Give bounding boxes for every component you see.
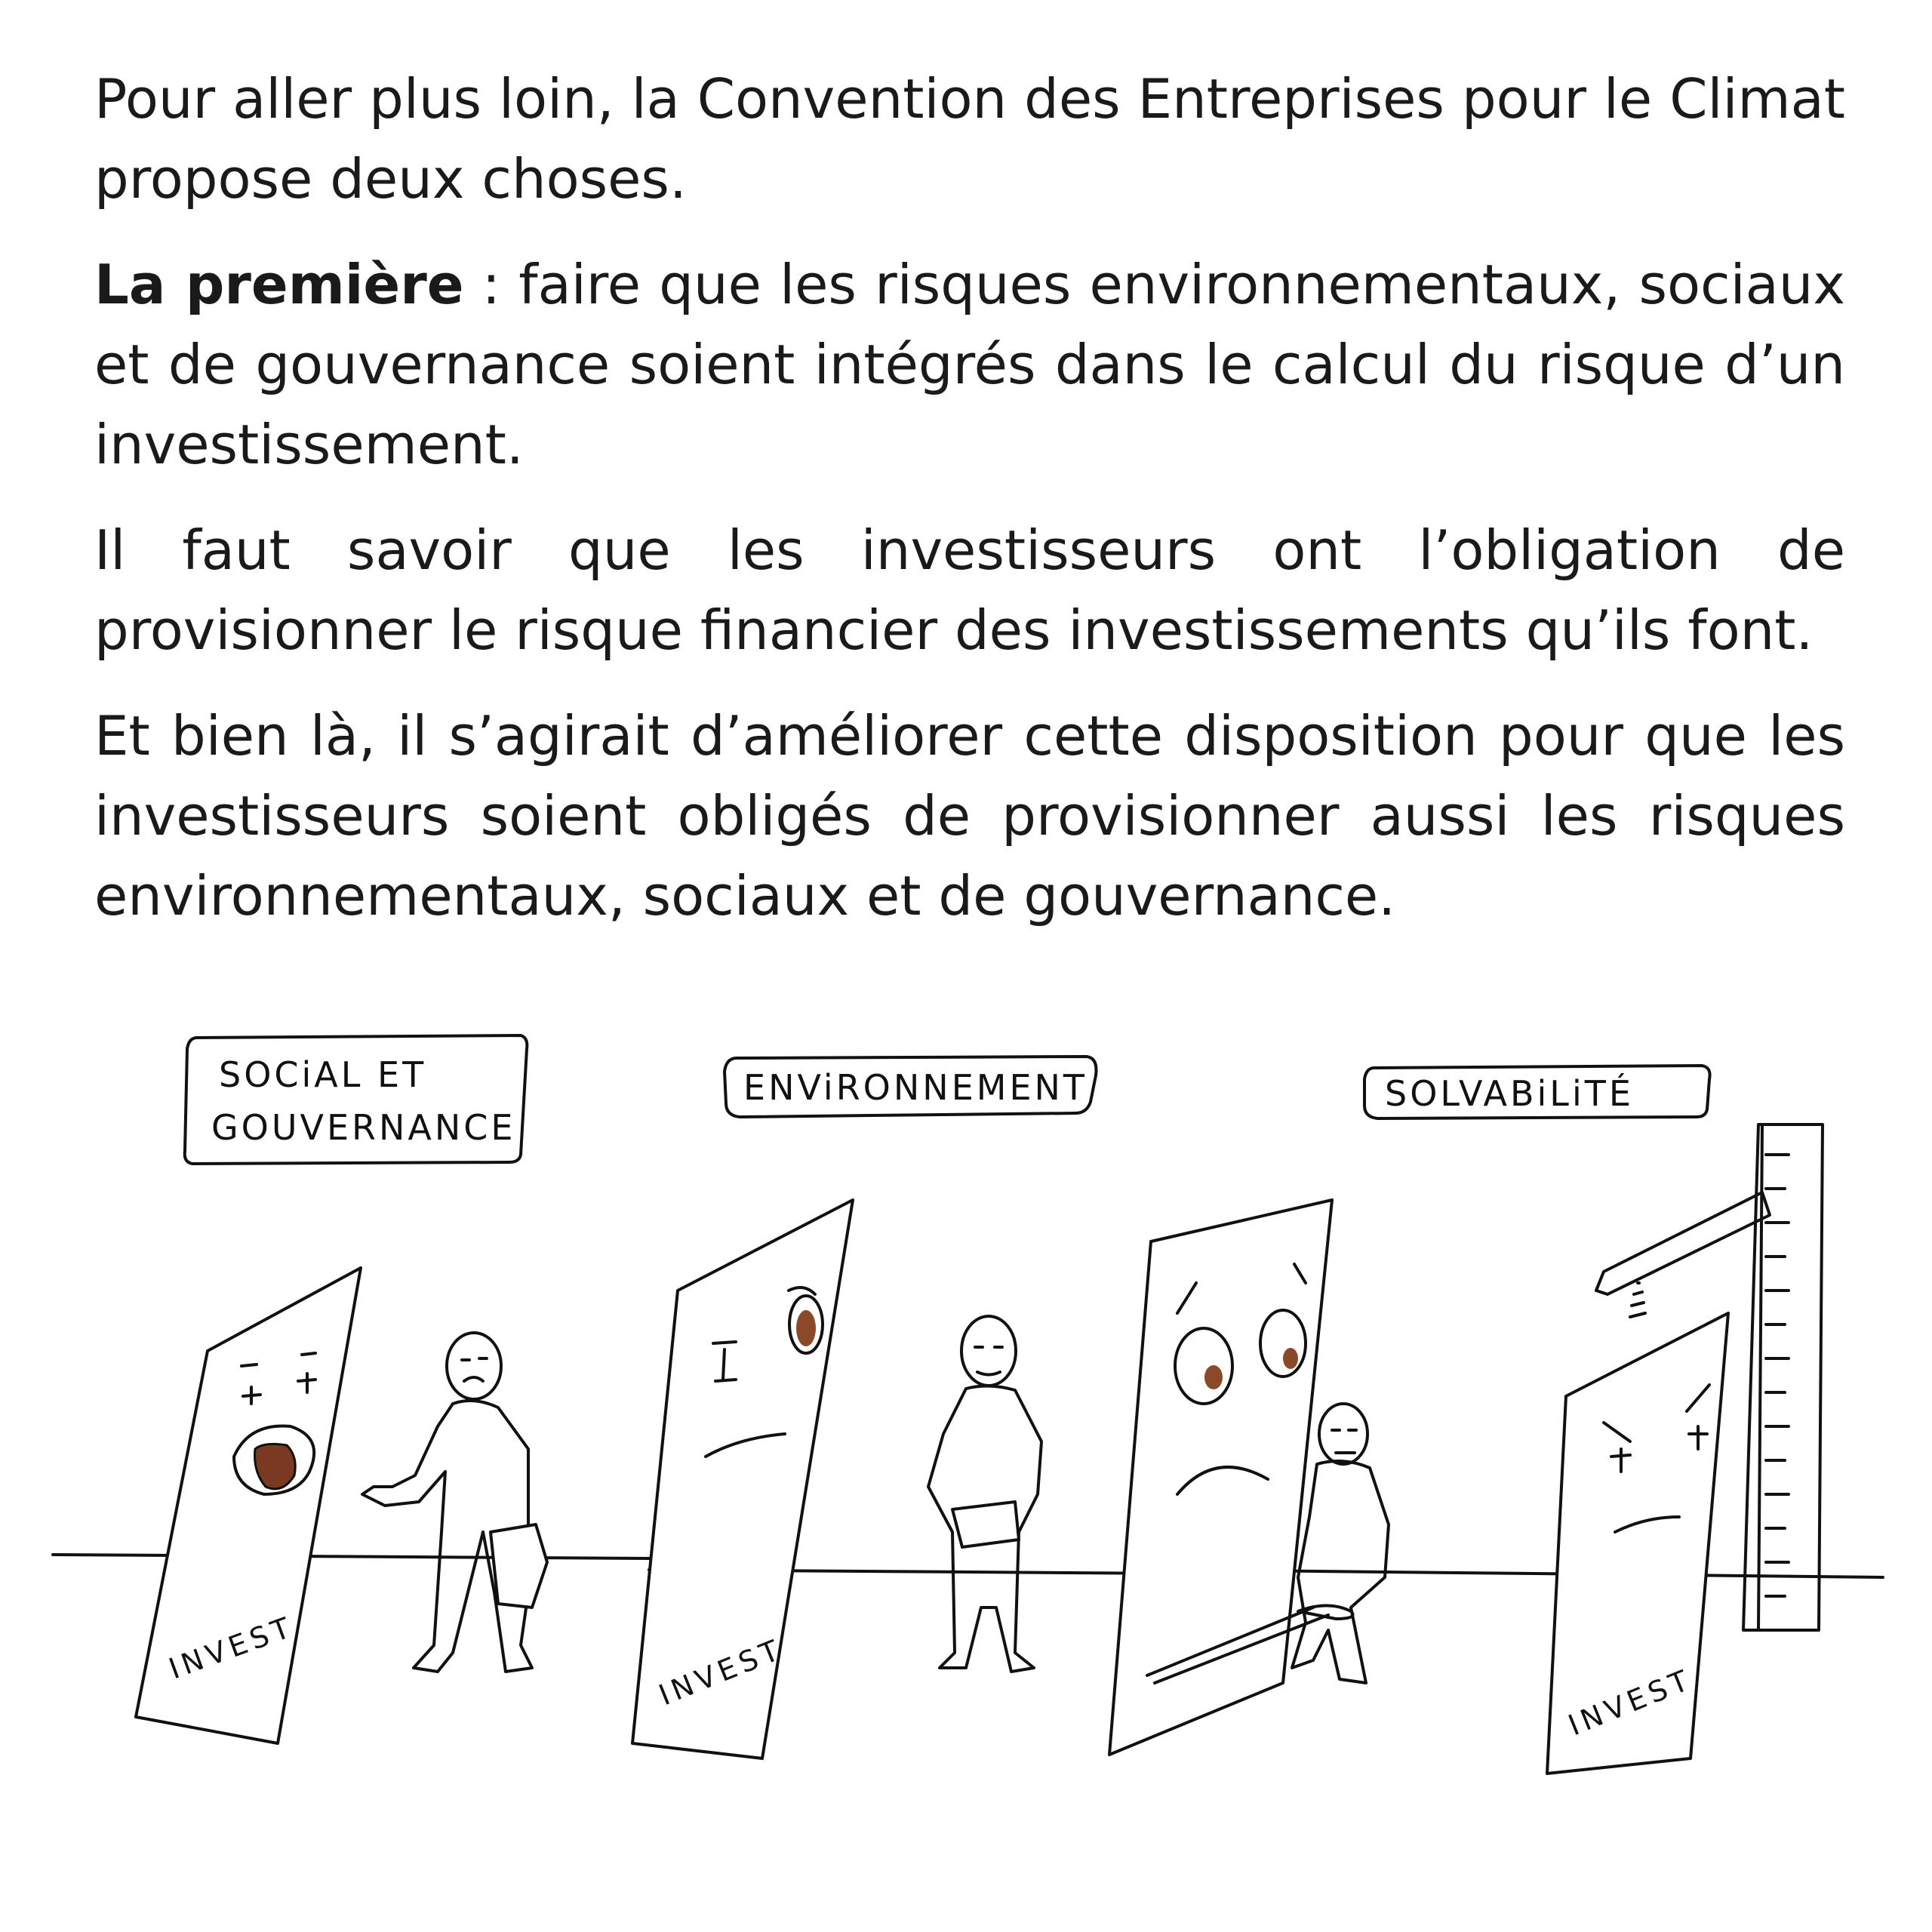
eye-icon xyxy=(1204,1365,1223,1389)
label-solvabilite-text: SOLVABiLiTÉ xyxy=(1385,1073,1634,1114)
article-text xyxy=(94,59,1845,961)
invest-document-4 xyxy=(1547,1283,1728,1774)
label-social-line2: GOUVERNANCE xyxy=(211,1107,516,1148)
label-environnement xyxy=(724,1057,1097,1117)
invest-document-2 xyxy=(632,1200,853,1758)
label-environnement-text: ENViRONNEMENT xyxy=(743,1067,1088,1108)
label-social-line1: SOCiAL ET xyxy=(219,1054,427,1095)
invest-label-1: INVEST xyxy=(165,1609,299,1686)
paragraph-first-proposal xyxy=(94,245,1845,485)
paragraph-context: Il faut savoir que les investisseurs ont l’obligation de provisionner le risque financier des investissements qu’ils font. xyxy=(94,518,1845,662)
cartoon-illustration xyxy=(0,1004,1932,1834)
invest-label-2: INVEST xyxy=(654,1632,788,1712)
label-solvabilite xyxy=(1364,1066,1710,1118)
label-social-gouvernance xyxy=(185,1035,528,1164)
first-proposal-heading: La première xyxy=(94,253,464,316)
person-2 xyxy=(928,1316,1041,1672)
invest-document-1 xyxy=(136,1268,361,1743)
first-proposal-text: : faire que les risques environnementaux, sociaux et de gouvernance soient intégrés dans le calcul du risque d’un investissement. xyxy=(94,253,1845,476)
invest-document-3 xyxy=(1109,1200,1332,1755)
person-1 xyxy=(362,1333,547,1672)
spring-icon xyxy=(1630,1283,1645,1317)
paragraph-intro: Pour aller plus loin, la Convention des Entreprises pour le Climat propose deux choses. xyxy=(94,67,1845,211)
invest-label-4: INVEST xyxy=(1563,1662,1697,1743)
paragraph-conclusion: Et bien là, il s’agirait d’améliorer cette disposition pour que les investisseurs soient obligés de provisionner aussi les risques environnementaux, sociaux et de gouvernance. xyxy=(94,704,1845,928)
eye-icon xyxy=(796,1310,816,1346)
